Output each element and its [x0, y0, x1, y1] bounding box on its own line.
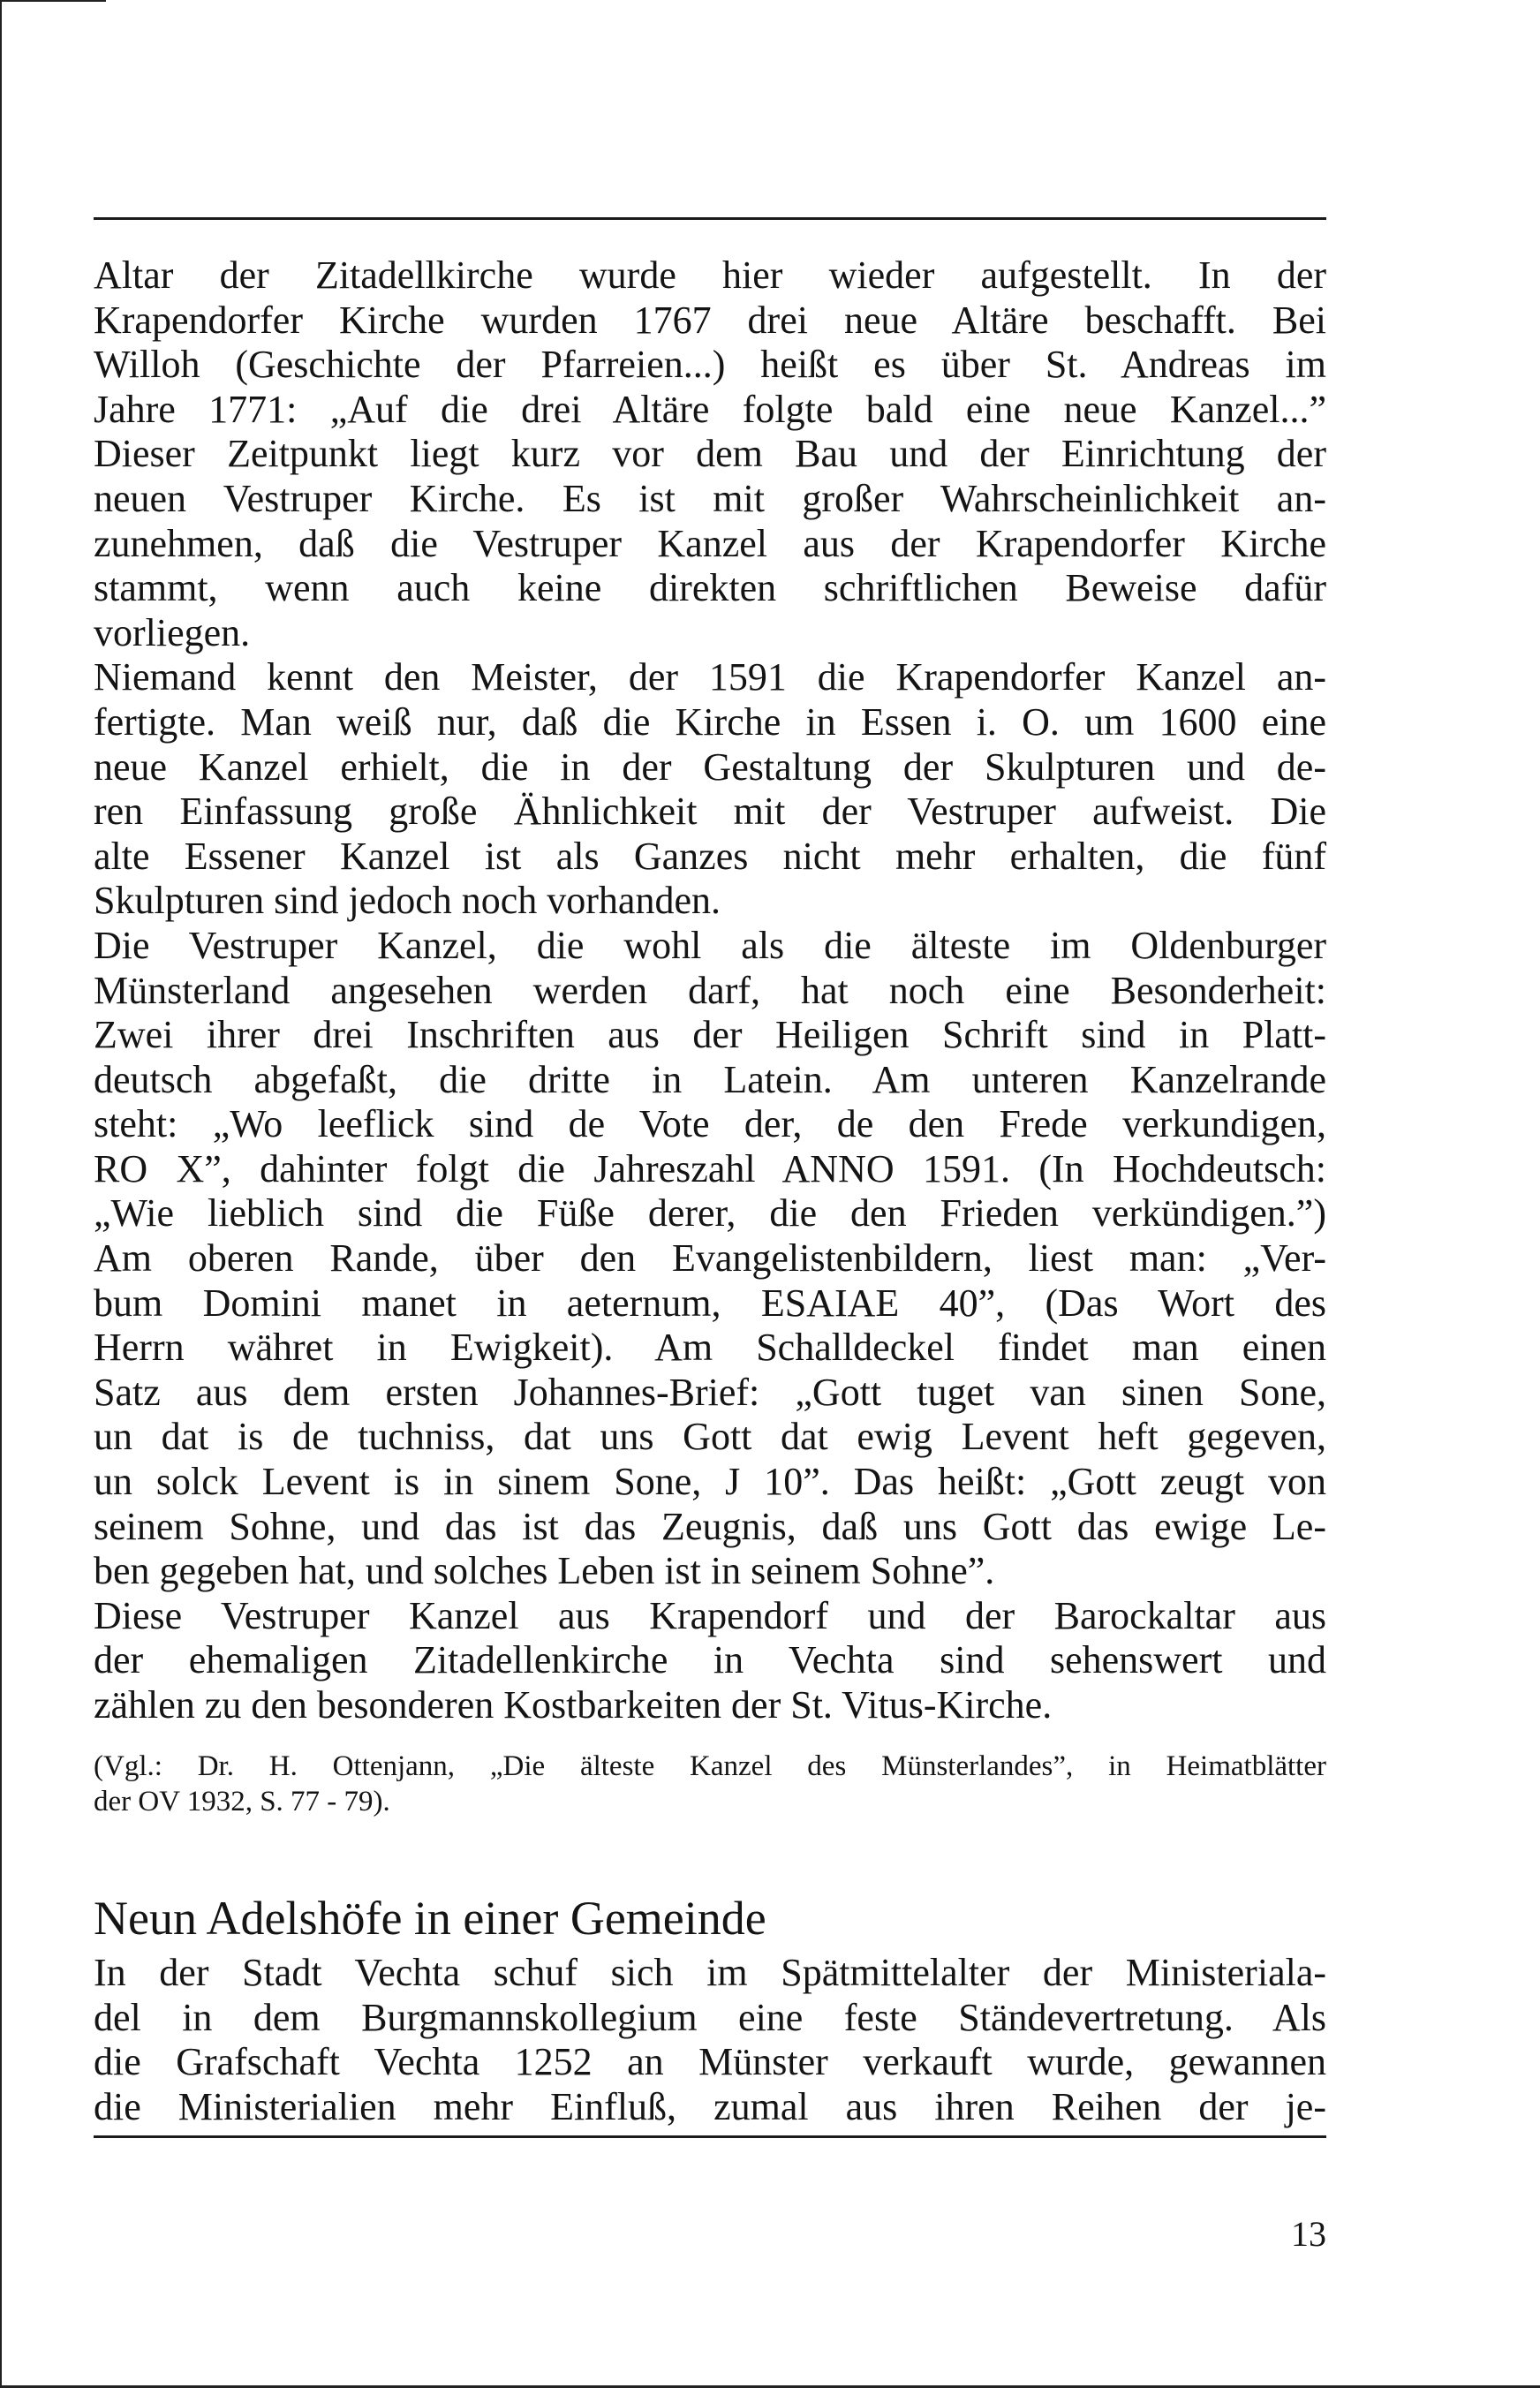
text-line: vorliegen. — [94, 610, 251, 654]
top-rule — [94, 217, 1326, 220]
text-line: Altar der Zitadellkirche wurde hier wieder aufgestellt. In der — [94, 253, 1326, 297]
text-line: ren Einfassung große Ähnlichkeit mit der Vestruper aufweist. Die — [94, 790, 1326, 834]
text-line: Dieser Zeitpunkt liegt kurz vor dem Bau und der Einrichtung der — [94, 432, 1326, 476]
section-heading: Neun Adelshöfe in einer Gemeinde — [94, 1892, 766, 1945]
text-line: neue Kanzel erhielt, die in der Gestaltung der Skulpturen und de- — [94, 744, 1326, 789]
scan-edge-left — [0, 0, 2, 2388]
text-line: un dat is de tuchniss, dat uns Gott dat ewig Levent heft gegeven, — [94, 1415, 1326, 1459]
text-line: bum Domini manet in aeternum, ESAIAE 40”, (Das Wort des — [94, 1281, 1326, 1325]
scan-edge-top — [0, 0, 106, 2]
note-line: der OV 1932, S. 77 - 79). — [94, 1786, 390, 1817]
text-line: die Ministerialien mehr Einfluß, zumal aus ihren Reihen der je- — [94, 2084, 1326, 2128]
text-line: stammt, wenn auch keine direkten schriftlichen Beweise dafür — [94, 566, 1326, 610]
text-line: deutsch abgefaßt, die dritte in Latein. Am unteren Kanzelrande — [94, 1057, 1326, 1101]
text-line: neuen Vestruper Kirche. Es ist mit großer Wahrscheinlichkeit an- — [94, 476, 1326, 520]
text-line: Willoh (Geschichte der Pfarreien...) heißt es über St. Andreas im — [94, 343, 1326, 387]
text-line: Satz aus dem ersten Johannes-Brief: „Gott tuget van sinen Sone, — [94, 1370, 1326, 1414]
page-number: 13 — [1291, 2214, 1326, 2254]
text-line: In der Stadt Vechta schuf sich im Spätmittelalter der Ministeriala- — [94, 1951, 1326, 1994]
text-line: Skulpturen sind jedoch noch vorhanden. — [94, 879, 721, 923]
text-line: „Wie lieblich sind die Füße derer, die den Frieden verkündigen.”) — [94, 1191, 1326, 1236]
text-line: RO X”, dahinter folgt die Jahreszahl ANNO 1591. (In Hochdeutsch: — [94, 1146, 1326, 1190]
citation-note — [94, 1749, 1326, 1819]
text-line: steht: „Wo leeflick sind de Vote der, de den Frede verkundigen, — [94, 1102, 1326, 1146]
text-line: fertigte. Man weiß nur, daß die Kirche in Essen i. O. um 1600 eine — [94, 699, 1326, 744]
text-line: die Grafschaft Vechta 1252 an Münster verkauft wurde, gewannen — [94, 2040, 1326, 2084]
text-line: Zwei ihrer drei Inschriften aus der Heiligen Schrift sind in Platt- — [94, 1013, 1326, 1057]
text-line: del in dem Burgmannskollegium eine feste Ständevertretung. Als — [94, 1995, 1326, 2039]
text-line: der ehemaligen Zitadellenkirche in Vechta sind sehenswert und — [94, 1638, 1326, 1682]
text-line: Diese Vestruper Kanzel aus Krapendorf und der Barockaltar aus — [94, 1593, 1326, 1637]
text-line: Krapendorfer Kirche wurden 1767 drei neue Altäre beschafft. Bei — [94, 298, 1326, 342]
text-line: Niemand kennt den Meister, der 1591 die Krapendorfer Kanzel an- — [94, 655, 1326, 699]
text-line: ben gegeben hat, und solches Leben ist in seinem Sohne”. — [94, 1549, 995, 1593]
body-text — [94, 253, 1326, 1728]
bottom-rule — [94, 2135, 1326, 2138]
text-line: Herrn währet in Ewigkeit). Am Schalldeckel findet man einen — [94, 1326, 1326, 1370]
section-text — [94, 1951, 1326, 2129]
text-line: zunehmen, daß die Vestruper Kanzel aus der Krapendorfer Kirche — [94, 521, 1326, 565]
text-line: Am oberen Rande, über den Evangelistenbildern, liest man: „Ver- — [94, 1236, 1326, 1281]
text-line: zählen zu den besonderen Kostbarkeiten der St. Vitus-Kirche. — [94, 1683, 1053, 1727]
text-line: alte Essener Kanzel ist als Ganzes nicht mehr erhalten, die fünf — [94, 834, 1326, 878]
text-line: un solck Levent is in sinem Sone, J 10”. Das heißt: „Gott zeugt von — [94, 1460, 1326, 1504]
text-line: seinem Sohne, und das ist das Zeugnis, daß uns Gott das ewige Le- — [94, 1504, 1326, 1548]
text-line: Münsterland angesehen werden darf, hat noch eine Besonderheit: — [94, 968, 1326, 1012]
text-line: Jahre 1771: „Auf die drei Altäre folgte bald eine neue Kanzel...” — [94, 387, 1326, 431]
text-line: Die Vestruper Kanzel, die wohl als die älteste im Oldenburger — [94, 923, 1326, 967]
note-line: (Vgl.: Dr. H. Ottenjann, „Die älteste Kanzel des Münsterlandes”, in Heimatblätter — [94, 1750, 1326, 1782]
